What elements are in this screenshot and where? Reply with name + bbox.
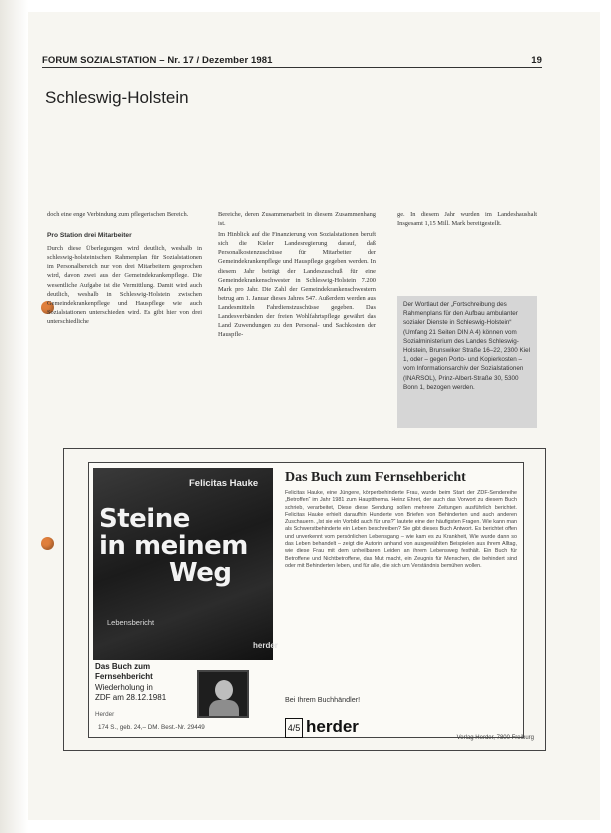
header-rule [42, 67, 542, 68]
page-number: 19 [531, 55, 542, 66]
cover-publisher-mark: herder [253, 641, 278, 650]
cover-title [99, 506, 248, 587]
publisher-address: Verlag Herder, 7800 Freiburg [456, 735, 534, 741]
herder-logo-icon: 4/5 [285, 718, 303, 738]
section-title: Schleswig-Holstein [45, 88, 189, 107]
author-photo [197, 670, 249, 718]
subheading: Pro Station drei Mitarbeiter [47, 232, 132, 240]
cover-subtitle: Lebensbericht [107, 618, 155, 627]
ad-body-text: Felicitas Hauke, eine Jüngere, körperbehinderte Frau, wurde beim Start der ZDF-Sendereihe „Betroffen“ im Jahr 1981 zum Hauptthema. Heinz Ehret, der auch das Vorwort zu diesem Buch schrieb, verarbeitet, Diese diese Sendung sollen mehrere Zeitungen ausführlich berichtet. Felicitas Hauke erhielt daraufhin Hunderte von Briefen von Behinderten und auch anderen Zuschauern. „Ist sie ein Vorbild auch für uns?“ lautete eine der häufigsten Fragen. Wie kann man als Schwerstbehinderte ein Leben beschreiben? Sie gibt dieses Buch Antwort. Es berichtet offen und unverkennt vom persönlichen Lebensgang – wie kam es zu Krankheit, Wie wurde dann so das Leben behandelt – zeigt die Autorin anhand von ausgewählten Beispielen aus ihrem Alltag, wie diese Frau mit dem unheilbaren Leiden an ihrem Lebensweg festhält. Ein Buch für Betroffene und Nichtbetroffene, das Mut macht, ein Zeugnis für Menschen, die behindert sind oder mit Behinderten leben, und für alle, die sich um Verständnis bemühen wollen. [285, 490, 517, 569]
publisher-logo [285, 717, 359, 738]
paragraph: ge. In diesem Jahr wurden im Landeshaushalt Insgesamt 1,15 Mill. Mark bereitgestellt. [397, 211, 537, 228]
article-column-1 [47, 210, 202, 326]
info-box: Der Wortlaut der „Fortschreibung des Rahmenplans für den Aufbau ambulanter sozialer Dienste in Schleswig-Holstein“ (Umfang 21 Seiten DIN A 4) können vom Sozialministerium des Landes Schleswig-Holstein, Brunswiker Straße 16–22, 2300 Kiel 1, oder – gegen Porto- und Kopierkosten – vom Informationsarchiv der Sozialstationen (INARSOL), Prinz-Albert-Straße 30, 5300 Bonn 1, bezogen werden. [397, 296, 537, 428]
paragraph: Durch diese Überlegungen wird deutlich, weshalb in schleswig-holsteinischen Rahmenplan für Sozialstationen im Personalbereich nur von drei Mitarbeitern gesprochen wird, davon zwei aus der Gemeindekrankenpflege. Die wesentliche Aufgabe ist die Vermittlung. Damit wird auch deutlich, weshalb in Schleswig-Holstein zwischen Gemeindekrankenpflege und Hauspflege wie auch Sozialstationen unterschieden wird. Es gibt hier von drei unterschiedliche [47, 245, 202, 325]
punch-hole-lower [41, 537, 54, 550]
paragraph: doch eine enge Verbindung zum pflegerischen Bereich. [47, 211, 189, 218]
tv-note-publisher: Herder [95, 711, 115, 718]
book-cover [93, 468, 278, 660]
publisher-logo-text: herder [306, 717, 359, 736]
paragraph: Bereiche, deren Zusammenarbeit in diesem Zusammenhang ist. [218, 211, 376, 228]
paragraph: Im Hinblick auf die Finanzierung von Sozialstationen beruft sich die Kieler Landesregierung darauf, daß Personalkostenzuschüsse für Mitarbeiter der Gemeindekrankenpflege und Hauspflege gegeben werden. In diesem Jahr beträgt der Landeszuschuß für eine Gemeindekrankenschwester in Schleswig-Holstein 7.200 Mark pro Jahr. Die Zahl der Gemeindekrankenschwestern betrug am 1. Januar dieses Jahres 547. Außerdem werden aus Landesmitteln Fahrdienstzuschüsse gegeben. Das Landesverbänden der freien Wohlfahrtspflege gewährt das Land Zuwendungen zu den Personal- und Sachkosten der Hauspfle- [218, 231, 376, 339]
price-line: 174 S., geb. 24,– DM. Best.-Nr. 29449 [98, 724, 205, 731]
ad-headline: Das Buch zum Fernsehbericht [285, 470, 466, 485]
cover-author: Felicitas Hauke [189, 478, 259, 489]
ad-call-to-action: Bei Ihrem Buchhändler! [285, 695, 361, 704]
cover-title-line: Steine [99, 504, 190, 534]
tv-note-text: Das Buch zum Fernsehbericht Wiederholung in ZDF am 28.12.1981 [95, 662, 167, 702]
journal-title: FORUM SOZIALSTATION – Nr. 17 / Dezember 1981 [42, 55, 273, 66]
cover-title-line: Weg [169, 558, 232, 588]
page-edge-shadow [0, 0, 28, 833]
article-column-3 [397, 210, 537, 228]
cover-title-line: in meinem [99, 531, 248, 561]
article-column-2 [218, 210, 376, 339]
